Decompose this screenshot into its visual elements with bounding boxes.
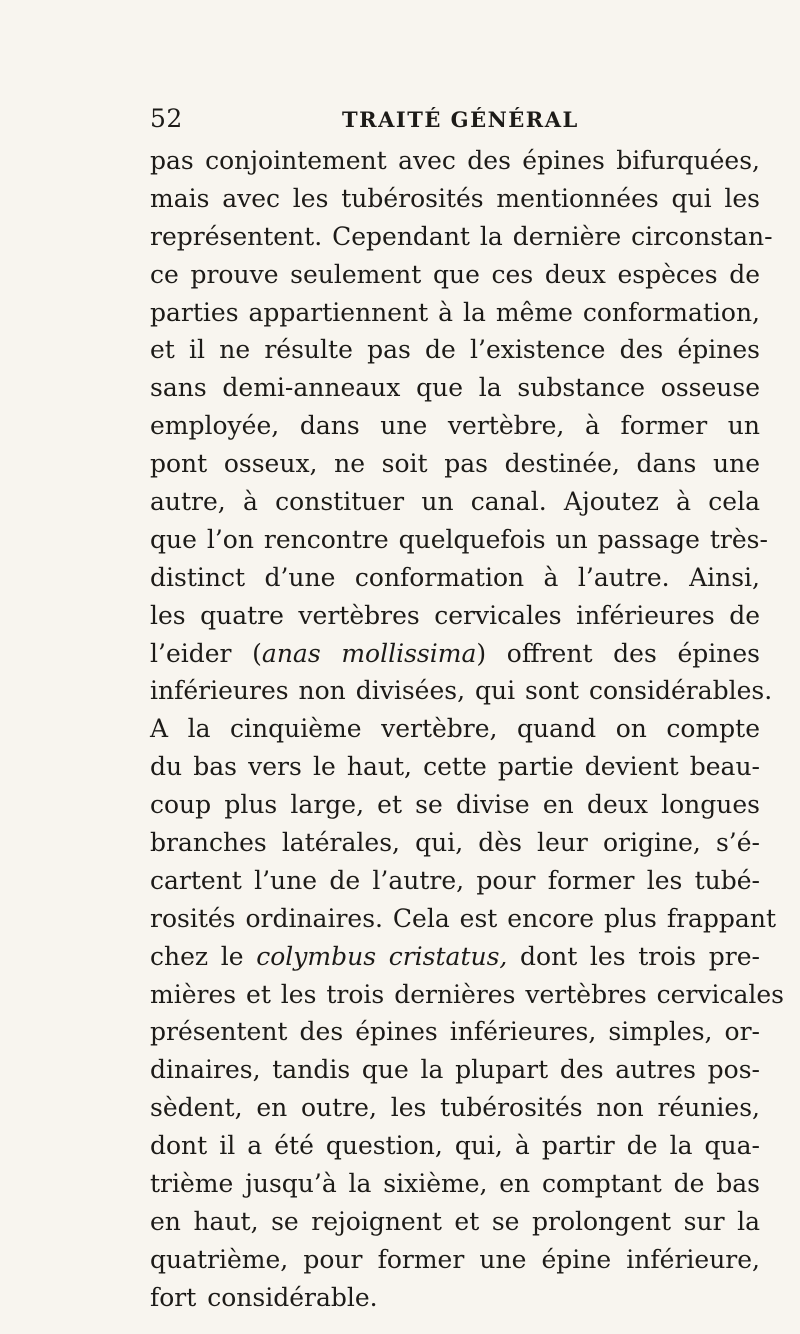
text-line-4: ce prouve seulement que ces deux espèces de xyxy=(150,259,760,289)
text-line-22-start: chez le xyxy=(150,941,257,971)
text-line-3: représentent. Cependant la dernière circonstan- xyxy=(150,221,773,251)
text-line-24: présentent des épines inférieures, simples, or- xyxy=(150,1017,760,1047)
text-line-22-end: dont les trois pre- xyxy=(507,941,760,971)
text-line-23: mières et les trois dernières vertèbres cervicales xyxy=(150,979,784,1009)
text-line-19: branches latérales, qui, dès leur origine, s’é- xyxy=(150,828,760,858)
text-line-29: en haut, se rejoignent et se prolongent sur la xyxy=(150,1206,760,1236)
text-line-12: distinct d’une conformation à l’autre. Ainsi, xyxy=(150,562,760,592)
text-line-9: pont osseux, ne soit pas destinée, dans une xyxy=(150,449,760,479)
body-text xyxy=(150,142,784,1317)
text-line-26: sèdent, en outre, les tubérosités non réunies, xyxy=(150,1093,760,1123)
text-line-6: et il ne résulte pas de l’existence des épines xyxy=(150,335,760,365)
page-number: 52 xyxy=(150,104,183,133)
running-title: TRAITÉ GÉNÉRAL xyxy=(342,107,579,132)
text-line-14-end: ) offrent des épines xyxy=(476,638,760,668)
scientific-name-colymbus-cristatus: colymbus cristatus, xyxy=(256,941,508,971)
scientific-name-anas-mollissima: anas mollissima xyxy=(261,638,477,668)
text-line-5: parties appartiennent à la même conformation, xyxy=(150,297,760,327)
text-line-8: employée, dans une vertèbre, à former un xyxy=(150,411,760,441)
text-line-14 xyxy=(150,635,760,673)
text-line-25: dinaires, tandis que la plupart des autres pos- xyxy=(150,1055,760,1085)
text-line-21: rosités ordinaires. Cela est encore plus frappant xyxy=(150,903,776,933)
text-line-7: sans demi-anneaux que la substance osseuse xyxy=(150,373,760,403)
text-line-16: A la cinquième vertèbre, quand on compte xyxy=(150,714,760,744)
text-line-2: mais avec les tubérosités mentionnées qui les xyxy=(150,183,760,213)
text-line-20: cartent l’une de l’autre, pour former les tubé- xyxy=(150,865,760,895)
text-line-22 xyxy=(150,938,760,976)
text-line-28: trième jusqu’à la sixième, en comptant de bas xyxy=(150,1169,760,1199)
text-line-17: du bas vers le haut, cette partie devient beau- xyxy=(150,752,760,782)
text-line-15: inférieures non divisées, qui sont considérables. xyxy=(150,676,773,706)
text-line-18: coup plus large, et se divise en deux longues xyxy=(150,790,760,820)
text-line-1: pas conjointement avec des épines bifurquées, xyxy=(150,146,760,175)
text-line-27: dont il a été question, qui, à partir de la qua- xyxy=(150,1131,760,1161)
text-line-11: que l’on rencontre quelquefois un passage très- xyxy=(150,524,768,554)
text-line-31: fort considérable. xyxy=(150,1282,378,1312)
text-line-13: les quatre vertèbres cervicales inférieures de xyxy=(150,600,760,630)
text-line-30: quatrième, pour former une épine inférieure, xyxy=(150,1244,760,1274)
text-line-14-start: l’eider ( xyxy=(150,638,262,668)
text-line-10: autre, à constituer un canal. Ajoutez à cela xyxy=(150,487,760,517)
page-header xyxy=(150,102,760,138)
